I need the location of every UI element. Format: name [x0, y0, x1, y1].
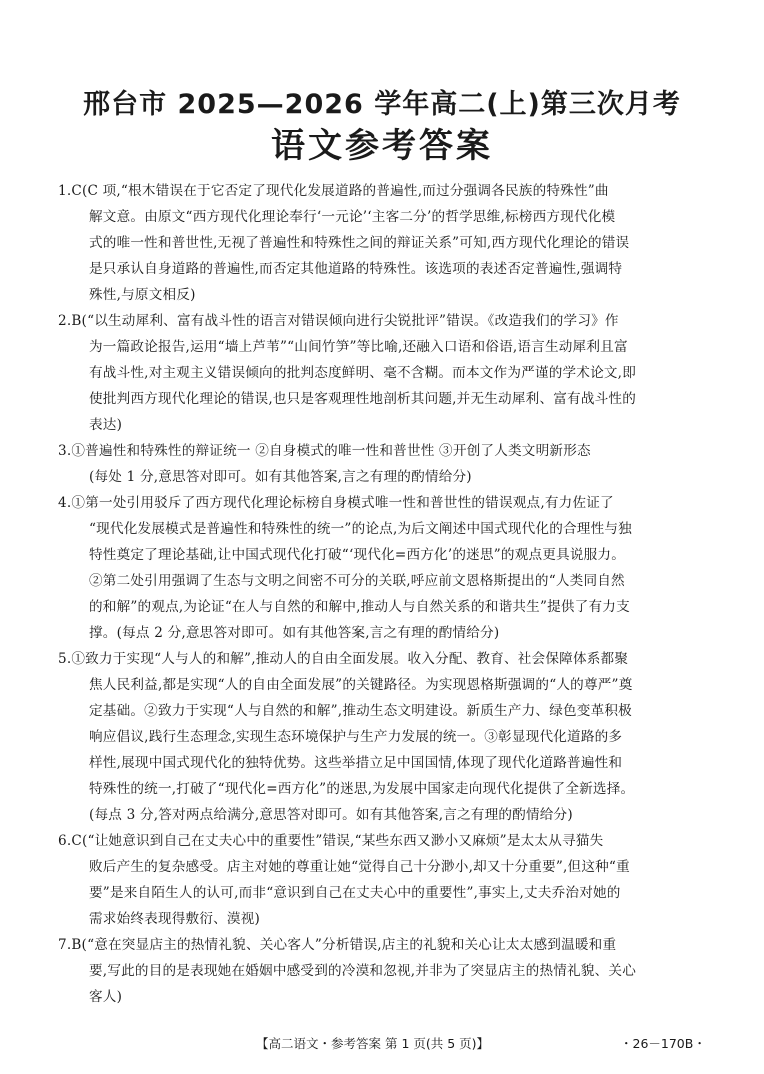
answer-1-line-3: 式的唯一性和普世性,无视了普遍性和特殊性之间的辩证关系”可知,西方现代化理论的错误 [89, 235, 630, 251]
answer-1-line-4: 是只承认自身道路的普遍性,而否定其他道路的特殊性。该选项的表述否定普遍性,强调特 [89, 261, 623, 277]
answer-5-line-5: 样性,展现中国式现代化的独特优势。这些举措立足中国国情,体现了现代化道路普遍性和 [89, 755, 623, 771]
answer-list [58, 178, 724, 1010]
answer-4-line-3: 特性奠定了理论基础,让中国式现代化打破“‘现代化=西方化’的迷思”的观点更具说服力。 [89, 547, 626, 563]
answer-1-line-2: 解文意。由原文“西方现代化理论奉行‘一元论’‘主客二分’的哲学思维,标榜西方现代化模 [89, 209, 616, 225]
answer-5-line-4: 响应倡议,践行生态理念,实现生态环境保护与生产力发展的统一。③彰显现代化道路的多 [89, 729, 623, 745]
answer-2-line-4: 使批判西方现代化理论的错误,也只是客观理性地剖析其问题,并无生动犀利、富有战斗性的 [89, 391, 636, 407]
answer-3-line-1: 3.①普遍性和特殊性的辩证统一 ②自身模式的唯一性和普世性 ③开创了人类文明新形态 [58, 443, 591, 459]
answer-1-line-5: 殊性,与原文相反) [89, 287, 196, 303]
answer-1-line-1: 1.C(C 项,“根木错误在于它否定了现代化发展道路的普遍性,而过分强调各民族的特殊性”曲 [58, 183, 609, 199]
answer-5-line-2: 焦人民利益,都是实现“人的自由全面发展”的关键路径。为实现恩格斯强调的“人的尊严”奠 [89, 677, 633, 693]
footer-doc-code: ・26－170B・ [620, 1036, 706, 1051]
answer-2-line-5: 表达) [89, 417, 123, 433]
page-subtitle: 语文参考答案 [271, 126, 493, 166]
answer-7-line-1: 7.B(“意在突显店主的热情礼貌、关心客人”分析错误,店主的礼貌和关心让太太感到温暖和重 [58, 937, 617, 953]
answer-4-line-5: 的和解”的观点,为论证“在人与自然的和解中,推动人与自然关系的和谐共生”提供了有力支 [89, 599, 630, 615]
answer-2-line-2: 为一篇政论报告,运用“墙上芦苇”“山间竹笋”等比喻,还融入口语和俗语,语言生动犀利且富 [89, 339, 628, 355]
answer-4-line-4: ②第二处引用强调了生态与文明之间密不可分的关联,呼应前文恩格斯提出的“人类同自然 [89, 573, 625, 589]
answer-6-line-4: 需求始终表现得敷衍、漠视) [89, 911, 261, 927]
answer-5-line-3: 定基础。②致力于实现“人与自然的和解”,推动生态文明建设。新质生产力、绿色变革积极 [89, 703, 632, 719]
answer-4-line-2: “现代化发展模式是普遍性和特殊性的统一”的论点,为后文阐述中国式现代化的合理性与独 [89, 521, 632, 537]
answer-2-line-1: 2.B(“以生动犀利、富有战斗性的语言对错误倾向进行尖锐批评”错误。《改造我们的学习》作 [58, 313, 619, 329]
answer-7-line-3: 客人) [89, 989, 123, 1005]
page-footer [0, 1034, 764, 1054]
answer-6-line-2: 败后产生的复杂感受。店主对她的尊重让她“觉得自己十分渺小,却又十分重要”,但这种“重 [89, 859, 630, 875]
page-title: 邢台市 2025—2026 学年高二(上)第三次月考 [83, 89, 681, 120]
answer-3-line-2: (每处 1 分,意思答对即可。如有其他答案,言之有理的酌情给分) [89, 469, 472, 485]
answer-4-line-6: 撑。(每点 2 分,意思答对即可。如有其他答案,言之有理的酌情给分) [89, 625, 500, 641]
answer-5-line-7: (每点 3 分,答对两点给满分,意思答对即可。如有其他答案,言之有理的酌情给分) [89, 807, 573, 823]
answer-6-line-3: 要”是来自陌生人的认可,而非“意识到自己在丈夫心中的重要性”,事实上,丈夫乔治对她的 [89, 885, 621, 901]
answer-5-line-1: 5.①致力于实现“人与人的和解”,推动人的自由全面发展。收入分配、教育、社会保障体系都聚 [58, 651, 629, 667]
answer-2-line-3: 有战斗性,对主观主义错误倾向的批判态度鲜明、毫不含糊。而本文作为严谨的学术论文,即 [89, 365, 636, 381]
footer-page-info: 【高二语文・参考答案 第 1 页(共 5 页)】 [256, 1036, 490, 1051]
answer-6-line-1: 6.C(“让她意识到自己在丈夫心中的重要性”错误,“某些东西又渺小又麻烦”是太太从寻猫失 [58, 833, 604, 849]
answer-7-line-2: 要,写此的目的是表现她在婚姻中感受到的冷漠和忽视,并非为了突显店主的热情礼貌、关心 [89, 963, 636, 979]
answer-5-line-6: 特殊性的统一,打破了“现代化=西方化”的迷思,为发展中国家走向现代化提供了全新选择。 [89, 781, 635, 797]
answer-4-line-1: 4.①第一处引用驳斥了西方现代化理论标榜自身模式唯一性和普世性的错误观点,有力佐证了 [58, 495, 614, 511]
